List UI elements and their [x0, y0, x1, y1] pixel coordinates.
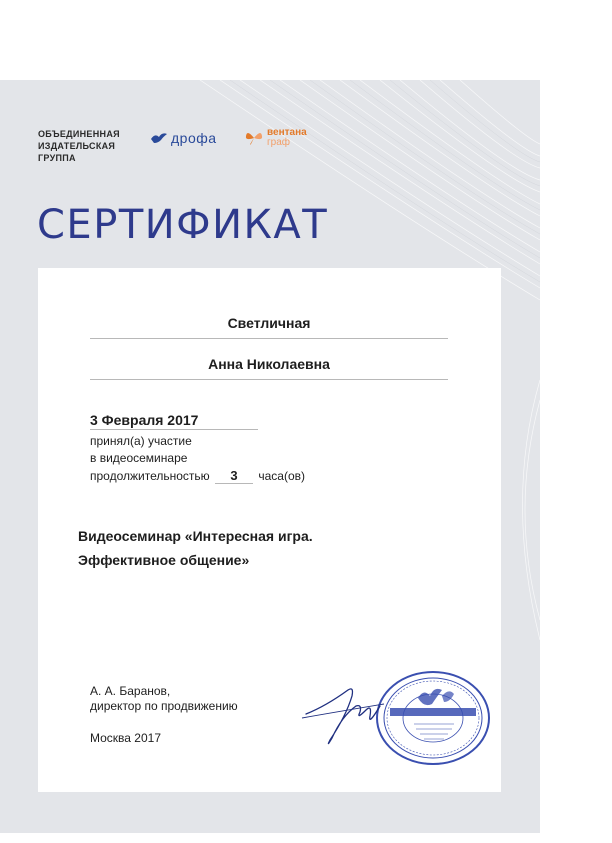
seminar-title-line: Эффективное общение» — [78, 552, 250, 568]
ventana-logo — [244, 128, 307, 148]
recipient-given-names: Анна Николаевна — [90, 356, 448, 380]
seminar-title-line: Видеосеминар «Интересная игра. — [78, 528, 313, 544]
seminar-title — [78, 524, 313, 572]
certificate-panel — [38, 268, 501, 792]
duration-value: 3 — [215, 468, 253, 484]
ventana-logo-subtext: граф — [267, 137, 290, 148]
participation-text: принял(а) участие — [90, 434, 192, 448]
certificate-title: СЕРТИФИКАТ — [37, 202, 329, 248]
handwritten-signature — [296, 676, 386, 756]
publisher-group-label — [38, 128, 138, 164]
duration-label: продолжительностью — [90, 469, 210, 483]
duration-unit: часа(ов) — [258, 469, 305, 483]
org-line: ИЗДАТЕЛЬСКАЯ — [38, 141, 116, 151]
drofa-bird-icon — [150, 131, 168, 145]
drofa-logo — [150, 130, 217, 146]
org-line: ГРУППА — [38, 153, 76, 163]
signer-position: директор по продвижению — [90, 699, 238, 713]
city-year: Москва 2017 — [90, 731, 161, 745]
signer-name: А. А. Баранов, — [90, 684, 171, 698]
drofa-logo-text: дрофа — [171, 130, 217, 146]
ventana-logo-text: вентана — [267, 127, 307, 138]
org-line: ОБЪЕДИНЕННАЯ — [38, 129, 120, 139]
recipient-surname: Светличная — [90, 315, 448, 339]
duration-line — [90, 468, 305, 484]
ventana-butterfly-icon — [244, 129, 264, 147]
official-stamp — [374, 668, 492, 768]
webinar-text: в видеосеминаре — [90, 451, 188, 465]
event-date: 3 Февраля 2017 — [90, 412, 258, 430]
